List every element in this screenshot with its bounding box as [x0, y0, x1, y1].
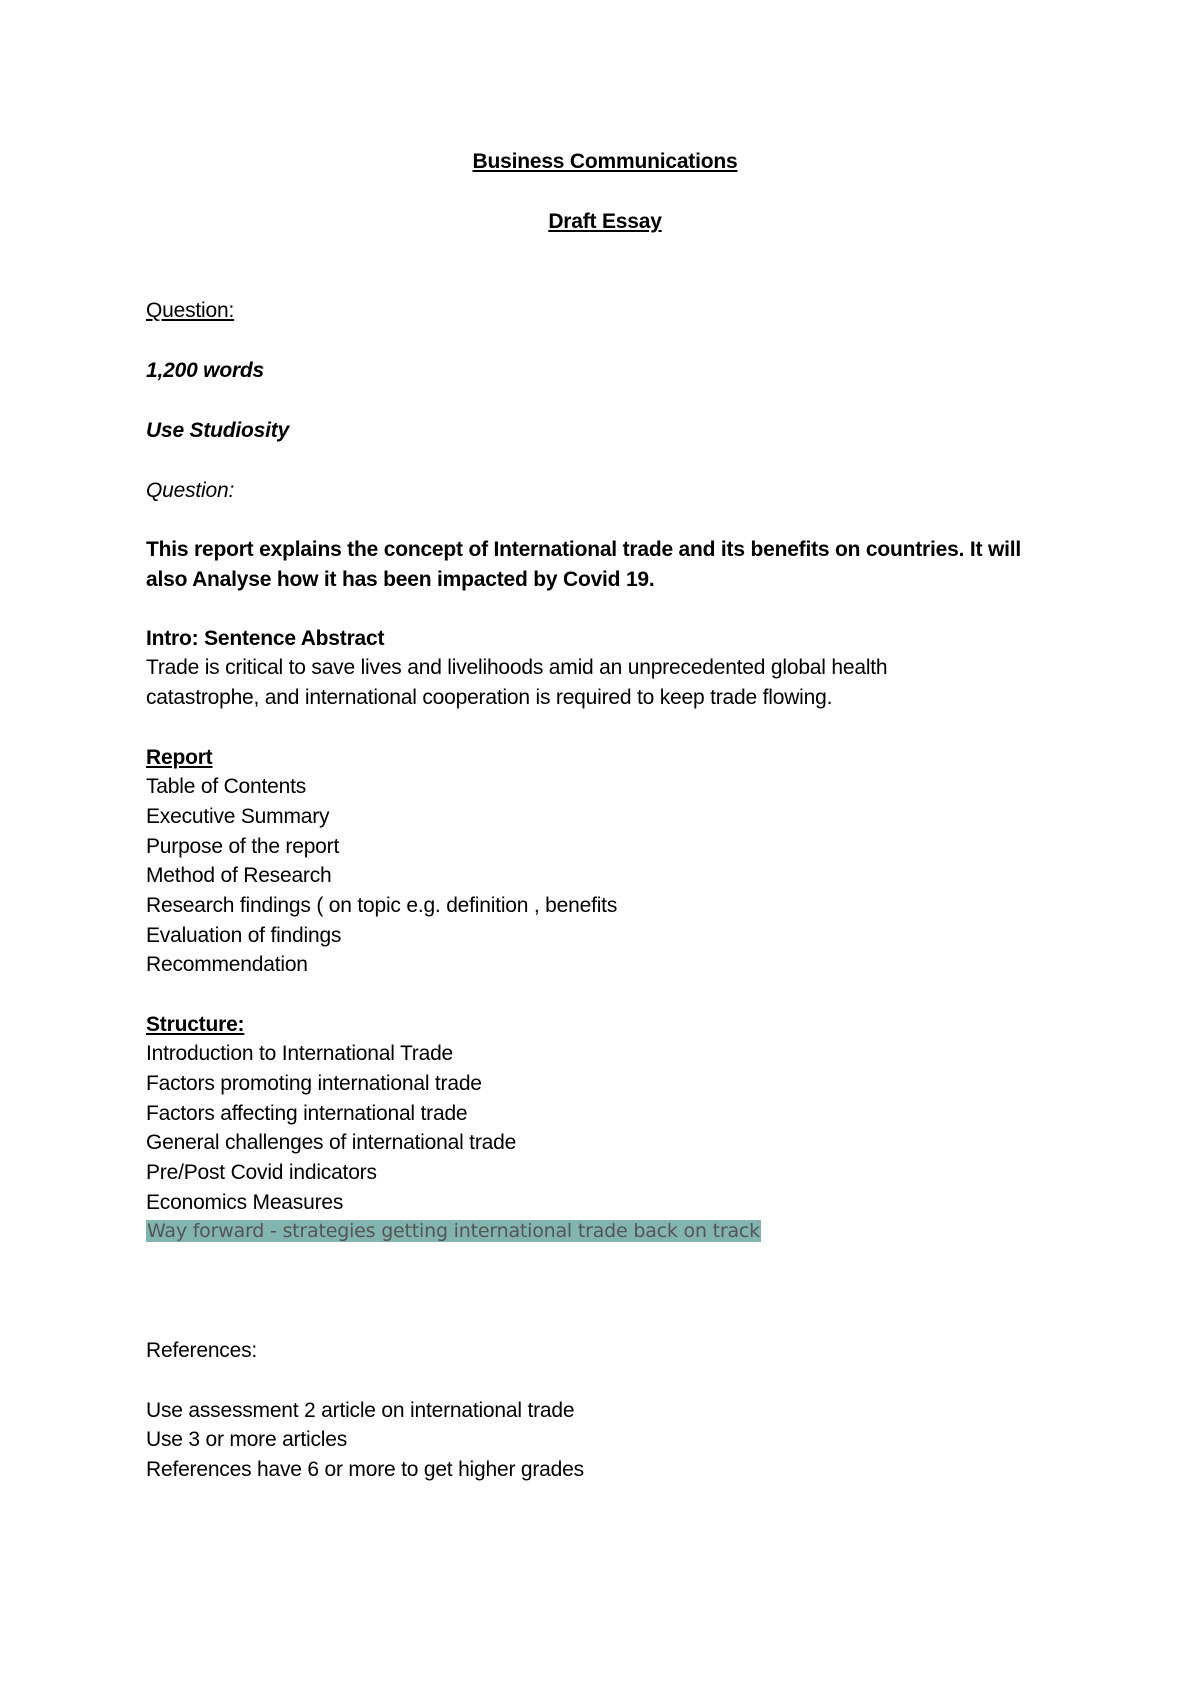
report-item: Purpose of the report	[146, 835, 340, 858]
report-item: Recommendation	[146, 953, 308, 976]
references-heading: References:	[146, 1339, 258, 1362]
document-title: Business Communications	[472, 150, 738, 173]
report-item: Evaluation of findings	[146, 924, 342, 947]
question-label-italic: Question:	[146, 479, 235, 502]
report-item: Research findings ( on topic e.g. definition , benefits	[146, 894, 618, 917]
report-item: Table of Contents	[146, 775, 307, 798]
structure-item: Factors promoting international trade	[146, 1072, 482, 1095]
references-item: Use 3 or more articles	[146, 1428, 347, 1451]
report-item: Executive Summary	[146, 805, 330, 828]
tool-note: Use Studiosity	[146, 419, 290, 442]
intro-line-1: Trade is critical to save lives and livelihoods amid an unprecedented global health	[146, 656, 888, 679]
question-label: Question:	[146, 299, 235, 322]
document-subtitle: Draft Essay	[548, 210, 662, 233]
references-item: References have 6 or more to get higher grades	[146, 1458, 584, 1481]
intro-line-2: catastrophe, and international cooperation is required to keep trade flowing.	[146, 686, 833, 709]
structure-heading: Structure:	[146, 1013, 245, 1036]
word-count: 1,200 words	[146, 359, 265, 382]
structure-item: Introduction to International Trade	[146, 1042, 454, 1065]
structure-item: Factors affecting international trade	[146, 1102, 468, 1125]
question-text-line-1: This report explains the concept of International trade and its benefits on countries. It will	[146, 538, 1021, 561]
structure-item: Pre/Post Covid indicators	[146, 1161, 377, 1184]
structure-item: Economics Measures	[146, 1191, 344, 1214]
highlighted-line: Way forward - strategies getting international trade back on track	[147, 1220, 760, 1242]
report-item: Method of Research	[146, 864, 332, 887]
intro-heading: Intro: Sentence Abstract	[146, 627, 385, 650]
references-item: Use assessment 2 article on international trade	[146, 1399, 575, 1422]
report-heading: Report	[146, 746, 213, 769]
highlighted-line-container	[146, 1216, 761, 1246]
question-text-line-2: also Analyse how it has been impacted by Covid 19.	[146, 568, 655, 591]
structure-item: General challenges of international trade	[146, 1131, 517, 1154]
